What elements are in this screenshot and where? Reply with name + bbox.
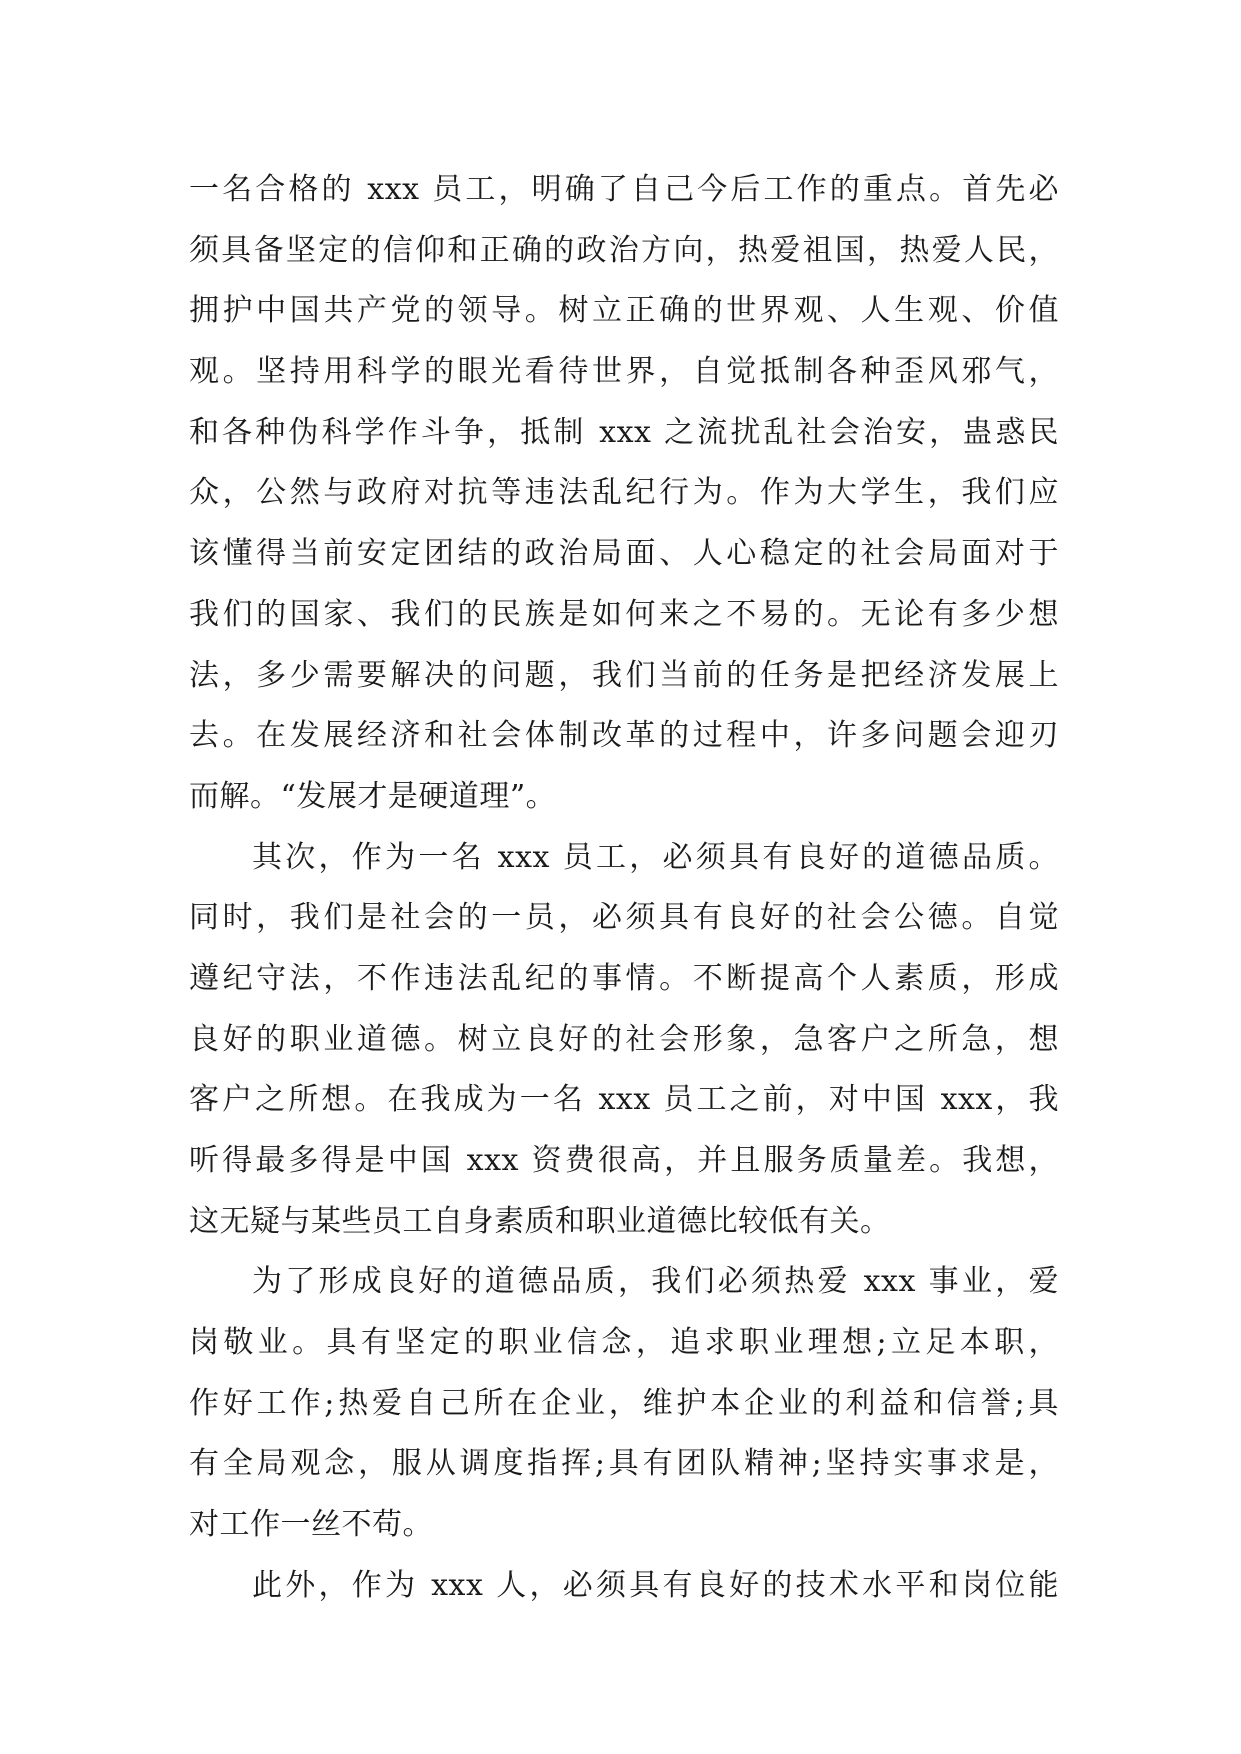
text-line: 一名合格的 xxx 员工，明确了自己今后工作的重点。首先必 <box>189 172 1059 207</box>
text-line: 良好的职业道德。树立良好的社会形象，急客户之所急，想 <box>189 1021 1059 1057</box>
text-line: 我们的国家、我们的民族是如何来之不易的。无论有多少想 <box>189 596 1059 632</box>
text-line: 同时，我们是社会的一员，必须具有良好的社会公德。自觉 <box>189 900 1059 936</box>
text-line: 对工作一丝不苟。 <box>189 1507 433 1543</box>
text-line: 听得最多得是中国 xxx 资费很高，并且服务质量差。我想， <box>189 1143 1059 1178</box>
paragraph-first-line: 此外，作为 xxx 人，必须具有良好的技术水平和岗位能 <box>252 1567 1059 1603</box>
text-line: 岗敬业。具有坚定的职业信念，追求职业理想;立足本职， <box>189 1325 1059 1361</box>
text-line: 该懂得当前安定团结的政治局面、人心稳定的社会局面对于 <box>189 536 1059 572</box>
text-line: 须具备坚定的信仰和正确的政治方向，热爱祖国，热爱人民， <box>189 232 1059 268</box>
body-text <box>189 160 1059 1617</box>
text-line: 有全局观念，服从调度指挥;具有团队精神;坚持实事求是， <box>189 1446 1059 1482</box>
text-line: 作好工作;热爱自己所在企业，维护本企业的利益和信誉;具 <box>189 1385 1059 1421</box>
text-line: 这无疑与某些员工自身素质和职业道德比较低有关。 <box>189 1203 891 1239</box>
text-line: 拥护中国共产党的领导。树立正确的世界观、人生观、价值 <box>189 293 1059 329</box>
text-line: 观。坚持用科学的眼光看待世界，自觉抵制各种歪风邪气， <box>189 354 1059 390</box>
text-line: 法，多少需要解决的问题，我们当前的任务是把经济发展上 <box>189 657 1059 693</box>
text-line: 众，公然与政府对抗等违法乱纪行为。作为大学生，我们应 <box>189 475 1059 511</box>
text-line: 遵纪守法，不作违法乱纪的事情。不断提高个人素质，形成 <box>189 960 1059 996</box>
paragraph-first-line: 其次，作为一名 xxx 员工，必须具有良好的道德品质。 <box>252 839 1059 875</box>
text-line: 去。在发展经济和社会体制改革的过程中，许多问题会迎刃 <box>189 718 1059 754</box>
text-line: 和各种伪科学作斗争，抵制 xxx 之流扰乱社会治安，蛊惑民 <box>189 414 1059 450</box>
text-line: 而解。“发展才是硬道理”。 <box>189 778 557 814</box>
text-line: 客户之所想。在我成为一名 xxx 员工之前，对中国 xxx，我 <box>189 1082 1059 1118</box>
paragraph-first-line: 为了形成良好的道德品质，我们必须热爱 xxx 事业，爱 <box>252 1264 1059 1300</box>
